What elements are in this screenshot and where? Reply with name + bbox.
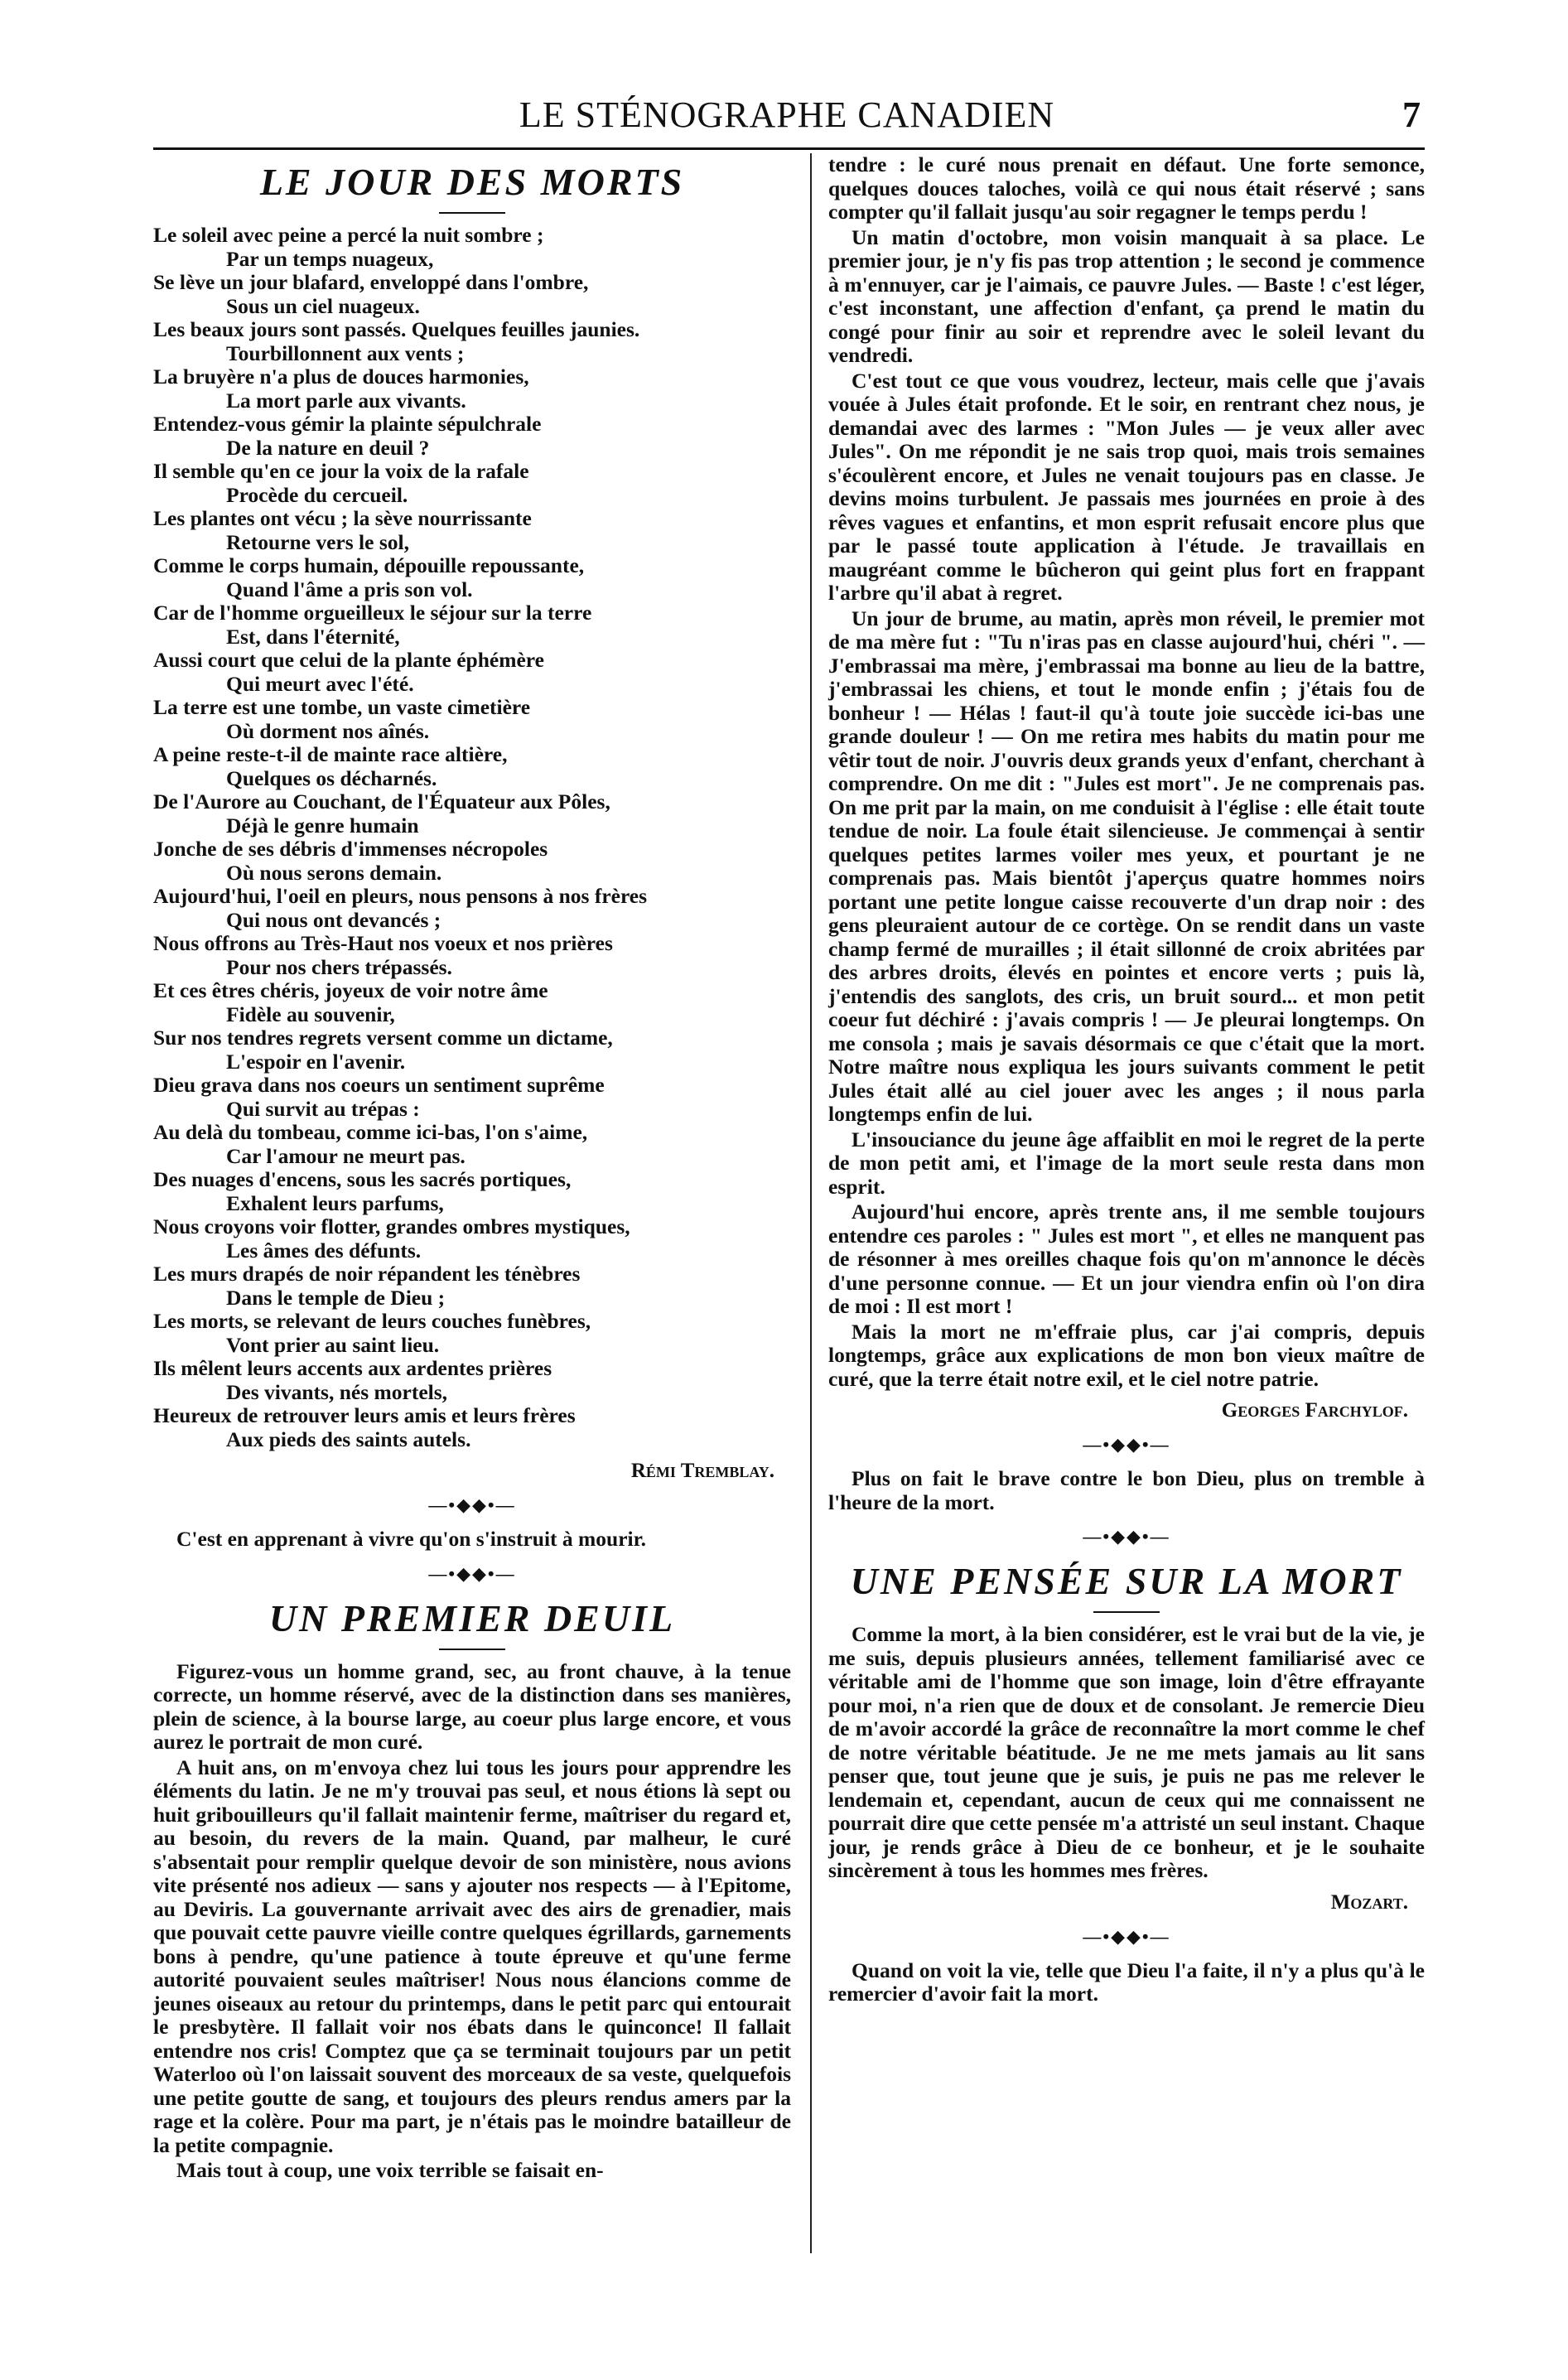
poem-line: Par un temps nuageux,	[226, 246, 434, 271]
poem-line: Qui survit au trépas :	[226, 1096, 420, 1121]
poem-line: Des nuages d'encens, sous les sacrés portiques,	[153, 1167, 572, 1191]
poem-line: Procède du cercueil.	[226, 482, 408, 507]
poem-line: Tourbillonnent aux vents ;	[226, 340, 465, 365]
poem-line: Pour nos chers trépassés.	[226, 954, 452, 979]
poem-line: Quelques os décharnés.	[226, 765, 437, 790]
ornament-divider: —•◆◆•—	[428, 1494, 516, 1515]
article-continuation	[828, 153, 1425, 1391]
article-title: UN PREMIER DEUIL	[268, 1596, 676, 1639]
poem-line: Retourne vers le sol,	[226, 529, 409, 554]
article-paragraph: C'est tout ce que vous voudrez, lecteur, mais celle que j'avais vouée à Jules était profonde. Et le soir, en rentrant chez nous, je demandai avec des larmes : "Mon Jules — je veux aller avec Jules". On me répondit je ne sais trop quoi, mais trois semaines s'écoulèrent encore, et Jules ne venait toujours pas en classe. Je devins moins turbulent. Je passais mes journées en proie à des rêves vagues et enfantins, et mon esprit refusait encore plus que par le passé toute application à l'étude. Je travaillais en maugréant comme le bûcheron qui geint plus fort en frappant l'arbre qu'il abat à regret.	[828, 368, 1425, 605]
poem-line: Aujourd'hui, l'oeil en pleurs, nous pensons à nos frères	[153, 884, 648, 908]
poem-line: Aux pieds des saints autels.	[226, 1427, 471, 1451]
ornament-divider: —•◆◆•—	[1083, 1526, 1170, 1547]
ornament-divider: —•◆◆•—	[1083, 1434, 1170, 1455]
poem-line: La bruyère n'a plus de douces harmonies,	[153, 364, 529, 389]
article-paragraph: Mais tout à coup, une voix terrible se faisait en-	[176, 2158, 604, 2182]
poem-line: Les murs drapés de noir répandent les ténèbres	[153, 1262, 581, 1286]
ornament-divider: —•◆◆•—	[428, 1562, 516, 1584]
poem-line: Les âmes des défunts.	[226, 1238, 422, 1262]
poem-line: Où nous serons demain.	[226, 860, 442, 885]
poem-line: Heureux de retrouver leurs amis et leurs frères	[153, 1403, 576, 1427]
publication-title: LE STÉNOGRAPHE CANADIEN	[519, 94, 1055, 135]
poem-line: Déjà le genre humain	[226, 813, 419, 838]
poem-line: Jonche de ses débris d'immenses nécropoles	[153, 837, 548, 861]
article-paragraph: Aujourd'hui encore, après trente ans, il me semble toujours entendre ces paroles : " Jules est mort ", et elles ne manquent pas de résonner à mes oreilles chaque fois qu'on m'annonce le décès d'une personne connue. — Et un jour viendra enfin où l'on dira de moi : Il est mort !	[828, 1200, 1425, 1318]
poem-line: Des vivants, nés mortels,	[226, 1379, 448, 1404]
left-column	[153, 153, 791, 2184]
header-rule	[153, 147, 1425, 150]
poem-line: Aussi court que celui de la plante éphémère	[153, 648, 544, 672]
poem-line: Exhalent leurs parfums,	[226, 1190, 444, 1215]
maxim-2: Plus on fait le brave contre le bon Dieu, plus on tremble à l'heure de la mort.	[828, 1466, 1425, 1514]
essay-title: UNE PENSÉE SUR LA MORT	[850, 1560, 1403, 1602]
poem-line: Dans le temple de Dieu ;	[226, 1285, 446, 1310]
article-paragraph: L'insouciance du jeune âge affaiblit en moi le regret de la perte de mon petit ami, et l'image de la mort seule resta dans mon esprit.	[828, 1127, 1425, 1199]
poem-body	[153, 224, 791, 1451]
poem-line: Sous un ciel nuageux.	[226, 293, 420, 318]
title-rule	[439, 212, 505, 214]
poem-line: Se lève un jour blafard, enveloppé dans l'ombre,	[153, 270, 589, 294]
article-paragraph: tendre : le curé nous prenait en défaut. Une forte semonce, quelques douces taloches, voilà ce qui nous était réservé ; sans compter qu'il fallait jusqu'au soir regagner le temps perdu !	[828, 152, 1425, 224]
poem-line: Qui meurt avec l'été.	[226, 671, 414, 696]
poem-line: Ils mêlent leurs accents aux ardentes prières	[153, 1356, 552, 1380]
poem-line: Sur nos tendres regrets versent comme un dictame,	[153, 1026, 613, 1050]
page-number: 7	[1402, 94, 1421, 135]
poem-line: Fidèle au souvenir,	[226, 1002, 395, 1026]
poem-line: Nous croyons voir flotter, grandes ombres mystiques,	[153, 1214, 630, 1238]
poem-line: A peine reste-t-il de mainte race altière,	[153, 742, 508, 766]
poem-line: Vont prier au saint lieu.	[226, 1332, 440, 1357]
column-separator	[810, 153, 812, 2253]
poem-line: Comme le corps humain, dépouille repoussante,	[153, 553, 585, 577]
poem-line: Car l'amour ne meurt pas.	[226, 1143, 466, 1168]
page-header	[153, 87, 1421, 145]
poem-line: Les beaux jours sont passés. Quelques feuilles jaunies.	[153, 317, 640, 341]
poem-title: LE JOUR DES MORTS	[259, 161, 685, 203]
poem-line: Le soleil avec peine a percé la nuit sombre ;	[153, 223, 544, 247]
article-paragraph: Mais la mort ne m'effraie plus, car j'ai compris, depuis longtemps, grâce aux explications de mon bon vieux maître de curé, que la terre était notre exil, et le ciel notre patrie.	[828, 1319, 1425, 1391]
poem-line: Car de l'homme orgueilleux le séjour sur la terre	[153, 601, 592, 625]
poem-line: Quand l'âme a pris son vol.	[226, 577, 473, 601]
article-paragraph: Un jour de brume, au matin, après mon réveil, le premier mot de ma mère fut : "Tu n'iras pas en classe aujourd'hui, chéri ". — J'embrassai ma mère, j'embrassai ma bonne au lieu de la battre, j'embrassai les chiens, et tout le monde enfin ; j'étais fou de bonheur ! — Hélas ! faut-il qu'à toute joie succède ici-bas une grande douleur ! — On me retira mes habits du matin pour me vêtir tout de noir. J'ouvris deux grands yeux d'enfant, cherchant à comprendre. On me dit : "Jules est mort". Je ne comprenais pas. On me prit par la main, on me conduisit à l'église : elle était toute tendue de noir. La foule était silencieuse. Je commençai à sentir quelques petites larmes voiler mes yeux, et pourtant je ne comprenais pas. Mais bientôt j'aperçus quatre hommes noirs portant une petite longue caisse recouverte d'un drap noir : des gens pleuraient autour de ce cortège. On se rendit dans un vaste champ fermé de murailles ; il était sillonné de croix abritées par des arbres droits, élevés en pointes et encore verts ; puis là, j'entendis des sanglots, des cris, un bruit sourd... et mon petit coeur fut déchiré : j'avais compris ! — Je pleurai longtemps. On me consola ; mais je savais désormais ce que c'était que la mort. Notre maître nous expliqua les jours suivants comment le petit Jules était allé au ciel jouer avec les anges ; il nous parla longtemps enfin de lui.	[828, 606, 1425, 1126]
right-column	[828, 153, 1425, 2006]
poem-line: Entendez-vous gémir la plainte sépulchrale	[153, 412, 542, 436]
ornament-divider: —•◆◆•—	[1083, 1925, 1170, 1947]
article-signature: Georges Farchylof.	[1221, 1399, 1408, 1422]
poem-line: L'espoir en l'avenir.	[226, 1049, 406, 1074]
poem-line: Les morts, se relevant de leurs couches funèbres,	[153, 1309, 591, 1333]
poem-line: Les plantes ont vécu ; la sève nourrissante	[153, 506, 532, 530]
poem-line: Dieu grava dans nos coeurs un sentiment suprême	[153, 1073, 605, 1097]
article-paragraph: Figurez-vous un homme grand, sec, au front chauve, à la tenue correcte, un homme réservé, avec de la distinction dans ses manières, plein de science, à la bourse large, au coeur plus large encore, et vous aurez le portrait de mon curé.	[153, 1658, 791, 1754]
poem-line: De la nature en deuil ?	[226, 435, 430, 460]
title-rule	[1093, 1611, 1160, 1613]
poem-line: Où dorment nos aînés.	[226, 718, 430, 743]
poem-line: Qui nous ont devancés ;	[226, 907, 441, 932]
poem-line: La terre est une tombe, un vaste cimetière	[153, 695, 531, 719]
maxim-3: Quand on voit la vie, telle que Dieu l'a faite, il n'y a plus qu'à le remercier d'avoir fait la mort.	[828, 1958, 1425, 2006]
title-rule	[439, 1649, 505, 1650]
poem-line: Il semble qu'en ce jour la voix de la rafale	[153, 459, 529, 483]
poem-line: Au delà du tombeau, comme ici-bas, l'on s'aime,	[153, 1120, 588, 1144]
maxim-1: C'est en apprenant à vivre qu'on s'instruit à mourir.	[176, 1527, 646, 1551]
poem-line: Nous offrons au Très-Haut nos voeux et nos prières	[153, 931, 613, 955]
poem-signature: Rémi Tremblay.	[630, 1460, 774, 1482]
essay-signature: Mozart.	[1330, 1890, 1408, 1914]
poem-line: Est, dans l'éternité,	[226, 624, 400, 649]
article-paragraph: A huit ans, on m'envoya chez lui tous les jours pour apprendre les éléments du latin. Je ne m'y trouvai pas seul, et nous étions là sept ou huit gribouilleurs qu'il fallait maintenir ferme, maîtriser du regard et, au besoin, du revers de la main. Quand, par malheur, le curé s'absentait pour remplir quelque devoir de son ministère, nous avions vite présenté nos adieux — sans y ajouter nos respects — à l'Epitome, au Deviris. La gouvernante arrivait avec des airs de grenadier, mais que pouvait cette pauvre vieille contre quelques égrillards, garnements bons à pendre, qu'une patience à toute épreuve et qu'une ferme autorité pouvaient seules maîtriser! Nous nous élancions comme de jeunes oiseaux au retour du printemps, dans le petit parc qui entourait le presbytère. Il fallait voir nos ébats dans le quinconce! Il fallait entendre nos cris! Comptez que ça se terminait toujours par un petit Waterloo où l'on laissait souvent des morceaux de sa veste, quelquefois une petite goutte de sang, et toujours des pleurs rendus amers par la rage et la colère. Pour ma part, je n'étais pas le moindre batailleur de la petite compagnie.	[153, 1755, 791, 2157]
poem-line: La mort parle aux vivants.	[226, 388, 466, 413]
essay-paragraph: Comme la mort, à la bien considérer, est le vrai but de la vie, je me suis, depuis plusieurs années, tellement familiarisé avec ce véritable ami de l'homme que son image, loin d'être effrayante pour moi, n'a rien que de doux et de consolant. Je remercie Dieu de m'avoir accordé la grâce de reconnaître la mort comme le chef de notre véritable béatitude. Je ne me mets jamais au lit sans penser que, tout jeune que je suis, je puis ne pas me relever le lendemain et, cependant, aucun de ceux qui me connaissent ne pourrait dire que cette pensée m'a attristé un seul instant. Chaque jour, je rends grâce à Dieu de ce bonheur, et je le souhaite sincèrement à tous les hommes mes frères.	[828, 1622, 1425, 1882]
poem-line: De l'Aurore au Couchant, de l'Équateur aux Pôles,	[153, 789, 610, 813]
article-paragraph: Un matin d'octobre, mon voisin manquait à sa place. Le premier jour, je n'y fis pas trop attention ; le second je commence à m'ennuyer, car je l'aimais, ce pauvre Jules. — Baste ! c'est léger, c'est inconstant, une affection d'enfant, ça prend le matin du congé pour finir au soir et reprendre avec le soleil levant du vendredi.	[828, 224, 1425, 367]
poem-line: Et ces êtres chéris, joyeux de voir notre âme	[153, 978, 548, 1002]
